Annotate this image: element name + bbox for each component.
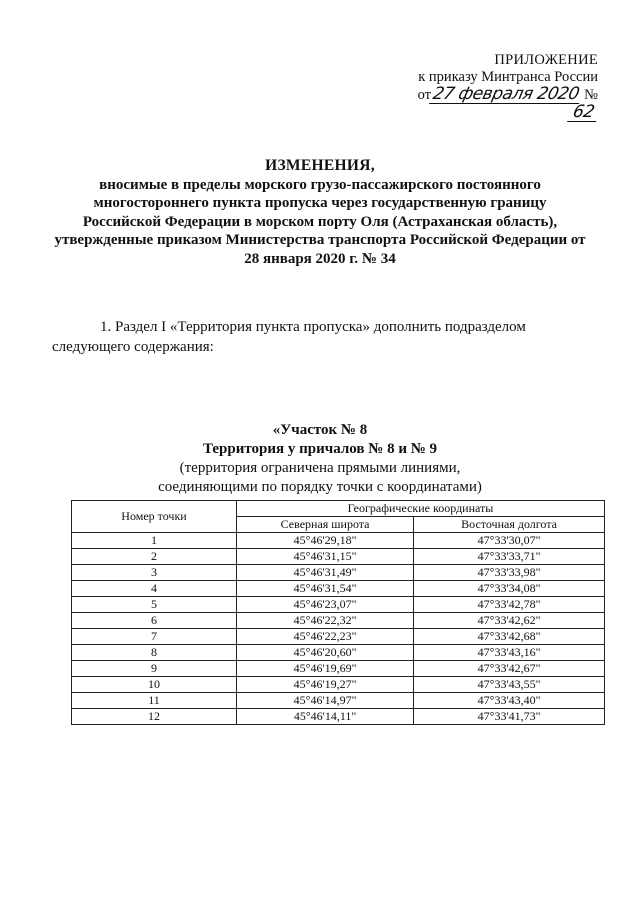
section-title: «Участок № 8 [272, 422, 368, 438]
number-prefix: № [584, 87, 598, 103]
point-number-cell: 11 [72, 693, 237, 709]
table-body [72, 533, 605, 725]
east-longitude-cell: 47°33'33,98" [414, 565, 605, 581]
east-longitude-cell: 47°33'43,40" [414, 693, 605, 709]
table-row [72, 693, 605, 709]
heading-title: ИЗМЕНЕНИЯ, [265, 157, 375, 174]
north-latitude-cell: 45°46'31,54" [237, 581, 414, 597]
point-number-cell: 2 [72, 549, 237, 565]
east-longitude-cell: 47°33'42,67" [414, 661, 605, 677]
table-row [72, 661, 605, 677]
table-header-row [72, 501, 605, 517]
body-paragraph: 1. Раздел I «Территория пункта пропуска» дополнить подразделом следующего содержания: [52, 319, 526, 355]
east-longitude-cell: 47°33'43,16" [414, 645, 605, 661]
table-row [72, 629, 605, 645]
north-latitude-cell: 45°46'19,27" [237, 677, 414, 693]
heading-line-3: Российской Федерации в морском порту Оля (Астраханская область), [82, 213, 558, 230]
table-row [72, 549, 605, 565]
table-row [72, 533, 605, 549]
point-number-cell: 4 [72, 581, 237, 597]
east-longitude-cell: 47°33'30,07" [414, 533, 605, 549]
table-row [72, 645, 605, 661]
point-number-cell: 1 [72, 533, 237, 549]
north-latitude-cell: 45°46'14,11" [237, 709, 414, 725]
east-longitude-cell: 47°33'43,55" [414, 677, 605, 693]
point-number-cell: 7 [72, 629, 237, 645]
east-longitude-cell: 47°33'34,08" [414, 581, 605, 597]
point-number-cell: 12 [72, 709, 237, 725]
north-latitude-cell: 45°46'23,07" [237, 597, 414, 613]
appendix-date-line [398, 86, 598, 122]
section-note-1: (территория ограничена прямыми линиями, [179, 460, 461, 476]
heading-line-1: вносимые в пределы морского грузо-пассажирского постоянного [99, 176, 541, 193]
handwritten-number: 62 [567, 104, 599, 122]
point-number-cell: 8 [72, 645, 237, 661]
heading-line-5: 28 января 2020 г. № 34 [244, 250, 396, 267]
north-latitude-cell: 45°46'22,23" [237, 629, 414, 645]
section-note-2: соединяющими по порядку точки с координатами) [158, 479, 482, 495]
north-latitude-cell: 45°46'20,60" [237, 645, 414, 661]
east-longitude-cell: 47°33'33,71" [414, 549, 605, 565]
heading-line-2: многостороннего пункта пропуска через государственную границу [93, 195, 547, 212]
north-latitude-cell: 45°46'22,32" [237, 613, 414, 629]
document-heading [40, 157, 600, 269]
handwritten-date: 27 февраля 2020 [431, 84, 581, 104]
coordinates-table [71, 500, 605, 725]
appendix-block [398, 52, 598, 122]
header-north-latitude: Северная широта [237, 517, 414, 533]
north-latitude-cell: 45°46'19,69" [237, 661, 414, 677]
east-longitude-cell: 47°33'42,68" [414, 629, 605, 645]
table-row [72, 597, 605, 613]
point-number-cell: 5 [72, 597, 237, 613]
point-number-cell: 3 [72, 565, 237, 581]
table-row [72, 613, 605, 629]
point-number-cell: 9 [72, 661, 237, 677]
north-latitude-cell: 45°46'31,15" [237, 549, 414, 565]
north-latitude-cell: 45°46'31,49" [237, 565, 414, 581]
section-subtitle: Территория у причалов № 8 и № 9 [202, 441, 438, 457]
east-longitude-cell: 47°33'41,73" [414, 709, 605, 725]
header-point-number: Номер точки [72, 501, 237, 533]
north-latitude-cell: 45°46'14,97" [237, 693, 414, 709]
table-row [72, 677, 605, 693]
heading-line-4: утвержденные приказом Министерства транспорта Российской Федерации от [54, 232, 586, 249]
table-row [72, 581, 605, 597]
east-longitude-cell: 47°33'42,62" [414, 613, 605, 629]
table-row [72, 565, 605, 581]
appendix-subtitle: к приказу Минтранса России [418, 69, 598, 85]
east-longitude-cell: 47°33'42,78" [414, 597, 605, 613]
header-east-longitude: Восточная долгота [414, 517, 605, 533]
table-row [72, 709, 605, 725]
appendix-title: ПРИЛОЖЕНИЕ [494, 52, 598, 68]
section-heading [60, 421, 580, 497]
date-prefix: от [417, 87, 431, 103]
point-number-cell: 6 [72, 613, 237, 629]
north-latitude-cell: 45°46'29,18" [237, 533, 414, 549]
point-number-cell: 10 [72, 677, 237, 693]
header-geo-coordinates: Географические координаты [237, 501, 605, 517]
